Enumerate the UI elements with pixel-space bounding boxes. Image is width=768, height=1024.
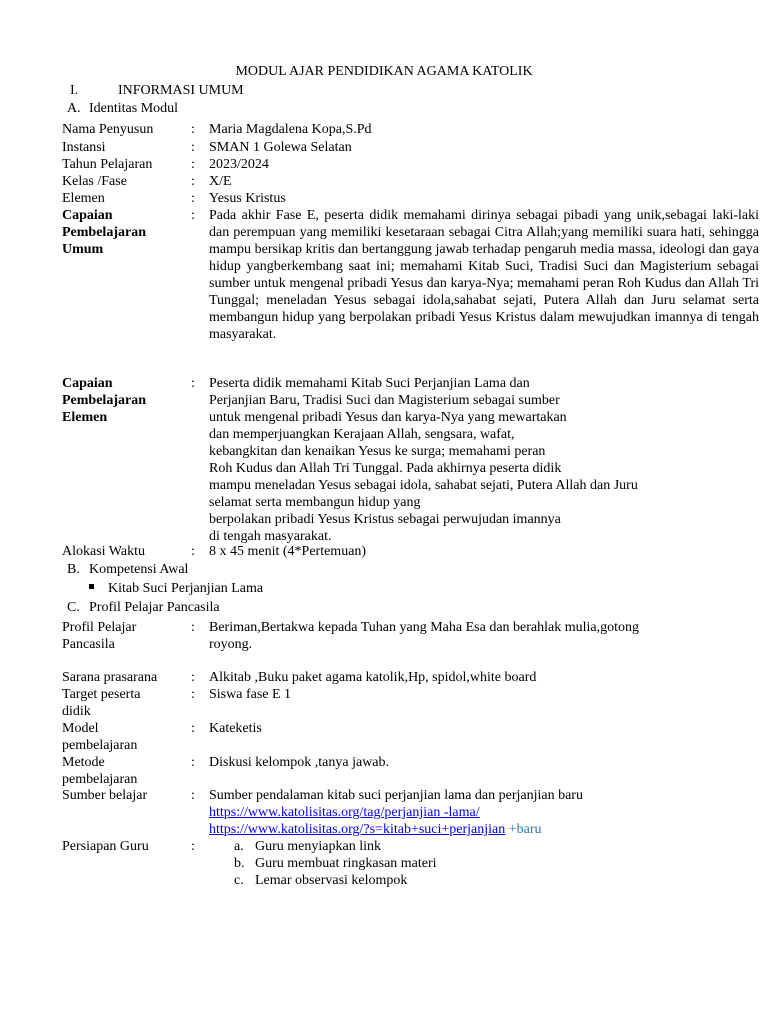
list-item (209, 855, 759, 872)
document-title: MODUL AJAR PENDIDIKAN AGAMA KATOLIK (235, 64, 533, 79)
colon: : (191, 376, 195, 391)
subsection-a-heading (67, 100, 178, 117)
link-suffix-text: +baru (508, 822, 542, 837)
capaian-elemen-line: di tengah masyarakat. (209, 529, 332, 544)
capaian-elemen-line: Perjanjian Baru, Tradisi Suci dan Magisterium sebagai sumber (209, 393, 560, 408)
label-line: Pembelajaran (62, 225, 146, 240)
persiapan-guru-list (209, 838, 759, 889)
label-line: Profil Pelajar (62, 620, 137, 635)
value-sarana-prasarana: Alkitab ,Buku paket agama katolik,Hp, spidol,white board (209, 670, 537, 685)
list-marker: c. (234, 873, 244, 888)
katolisitas-link-perjanjian-lama[interactable]: https://www.katolisitas.org/tag/perjanjian -lama/ (209, 805, 480, 820)
colon: : (191, 839, 195, 854)
list-marker: b. (234, 856, 245, 871)
list-item (209, 872, 759, 889)
list-item-text: Lemar observasi kelompok (255, 873, 408, 888)
capaian-elemen-line: berpolakan pribadi Yesus Kristus sebagai perwujudan imannya (209, 512, 561, 527)
list-marker: a. (234, 839, 244, 854)
kompetensi-awal-item (89, 580, 263, 597)
label-tahun-pelajaran: Tahun Pelajaran (62, 157, 153, 172)
label-model-pembelajaran (62, 720, 190, 754)
kompetensi-awal-text: Kitab Suci Perjanjian Lama (108, 581, 264, 596)
colon: : (191, 174, 195, 189)
label-target-peserta (62, 686, 190, 720)
label-kelas-fase: Kelas /Fase (62, 174, 127, 189)
capaian-elemen-line: untuk mengenal pribadi Yesus dan karya-Nya yang mewartakan (209, 410, 567, 425)
label-sarana-prasarana: Sarana prasarana (62, 670, 158, 685)
label-alokasi-waktu: Alokasi Waktu (62, 544, 145, 559)
label-line: Umum (62, 242, 104, 257)
value-line: Beriman,Bertakwa kepada Tuhan yang Maha Esa dan berahlak mulia,gotong (209, 620, 639, 635)
list-item-text: Guru membuat ringkasan materi (255, 856, 437, 871)
list-item (209, 838, 759, 855)
subsection-b-title: Kompetensi Awal (89, 562, 189, 577)
subsection-a-letter: A. (67, 101, 81, 116)
square-bullet-icon (89, 584, 94, 589)
value-instansi: SMAN 1 Golewa Selatan (209, 140, 352, 155)
label-line: Target peserta (62, 687, 141, 702)
label-nama-penyusun: Nama Penyusun (62, 122, 154, 137)
colon: : (191, 687, 195, 702)
capaian-elemen-line: Peserta didik memahami Kitab Suci Perjanjian Lama dan (209, 376, 530, 391)
value-nama-penyusun: Maria Magdalena Kopa,S.Pd (209, 122, 372, 137)
subsection-c-heading (67, 599, 220, 616)
value-model-pembelajaran: Kateketis (209, 721, 262, 736)
label-elemen: Elemen (62, 191, 105, 206)
capaian-umum-text: Pada akhir Fase E, peserta didik memahami dirinya sebagai pibadi yang unik,sebagai laki-laki dan perempuan yang memiliki kesetaraan sebagai Citra Allah;yang memiliki suara hati, sehingga mampu bersikap kritis dan bertanggung jawab terhadap pengaruh media massa, ideologi dan gaya hidup yangberkembang saat ini; memahami Kitab Suci, Tradisi Suci dan Magisterium sebagai sumber untuk mengenal pribadi Yesus dan karya-Nya; memahami peran Roh Kudus dan Allah Tri Tunggal; meneladan Yesus sebagai idola,sahabat sejati, Putera Allah dan Juru selamat serta membangun hidup yang berpolakan pribadi Yesus Kristus dalam mewujudkan imannya di tengah masyarakat. (209, 208, 759, 342)
colon: : (191, 122, 195, 137)
colon: : (191, 788, 195, 803)
label-capaian-umum (62, 207, 190, 258)
value-line: royong. (209, 637, 253, 652)
subsection-b-heading (67, 561, 188, 578)
sumber-belajar-text: Sumber pendalaman kitab suci perjanjian lama dan perjanjian baru (209, 788, 583, 803)
label-line: Metode (62, 755, 105, 770)
value-sumber-belajar (209, 787, 759, 838)
label-line: Pancasila (62, 637, 115, 652)
label-persiapan-guru: Persiapan Guru (62, 839, 149, 854)
value-alokasi-waktu: 8 x 45 menit (4*Pertemuan) (209, 544, 367, 559)
colon: : (191, 544, 195, 559)
label-profil-pelajar (62, 619, 190, 653)
colon: : (191, 208, 195, 223)
label-line: Capaian (62, 376, 113, 391)
label-metode-pembelajaran (62, 754, 190, 788)
colon: : (191, 140, 195, 155)
subsection-a-title: Identitas Modul (89, 101, 179, 116)
colon: : (191, 721, 195, 736)
value-kelas-fase: X/E (209, 174, 232, 189)
list-item-text: Guru menyiapkan link (255, 839, 381, 854)
capaian-elemen-text (209, 375, 759, 545)
label-line: Capaian (62, 208, 113, 223)
label-line: pembelajaran (62, 738, 138, 753)
colon: : (191, 670, 195, 685)
colon: : (191, 191, 195, 206)
subsection-b-letter: B. (67, 562, 80, 577)
colon: : (191, 755, 195, 770)
label-line: Model (62, 721, 99, 736)
colon: : (191, 620, 195, 635)
label-line: didik (62, 704, 91, 719)
value-target-peserta: Siswa fase E 1 (209, 687, 292, 702)
label-line: pembelajaran (62, 772, 138, 787)
capaian-elemen-line: dan memperjuangkan Kerajaan Allah, sengsara, wafat, (209, 427, 515, 442)
label-line: Pembelajaran (62, 393, 146, 408)
section-title: INFORMASI UMUM (118, 83, 244, 98)
capaian-elemen-line: Roh Kudus dan Allah Tri Tunggal. Pada akhirnya peserta didik (209, 461, 562, 476)
colon: : (191, 157, 195, 172)
subsection-c-letter: C. (67, 600, 80, 615)
capaian-elemen-line: kebangkitan dan kenaikan Yesus ke surga; memahami peran (209, 444, 546, 459)
capaian-elemen-line: mampu meneladan Yesus sebagai idola, sahabat sejati, Putera Allah dan Juru (209, 478, 638, 493)
subsection-c-title: Profil Pelajar Pancasila (89, 600, 220, 615)
label-line: Elemen (62, 410, 108, 425)
katolisitas-link-search[interactable]: https://www.katolisitas.org/?s=kitab+suci+perjanjian (209, 822, 506, 837)
label-sumber-belajar: Sumber belajar (62, 788, 148, 803)
value-elemen: Yesus Kristus (209, 191, 286, 206)
value-profil-pelajar (209, 619, 759, 653)
label-instansi: Instansi (62, 140, 106, 155)
section-number: I. (70, 83, 79, 98)
label-capaian-elemen (62, 375, 190, 426)
value-tahun-pelajaran: 2023/2024 (209, 157, 269, 172)
capaian-elemen-line: selamat serta membangun hidup yang (209, 495, 421, 510)
value-metode-pembelajaran: Diskusi kelompok ,tanya jawab. (209, 755, 390, 770)
